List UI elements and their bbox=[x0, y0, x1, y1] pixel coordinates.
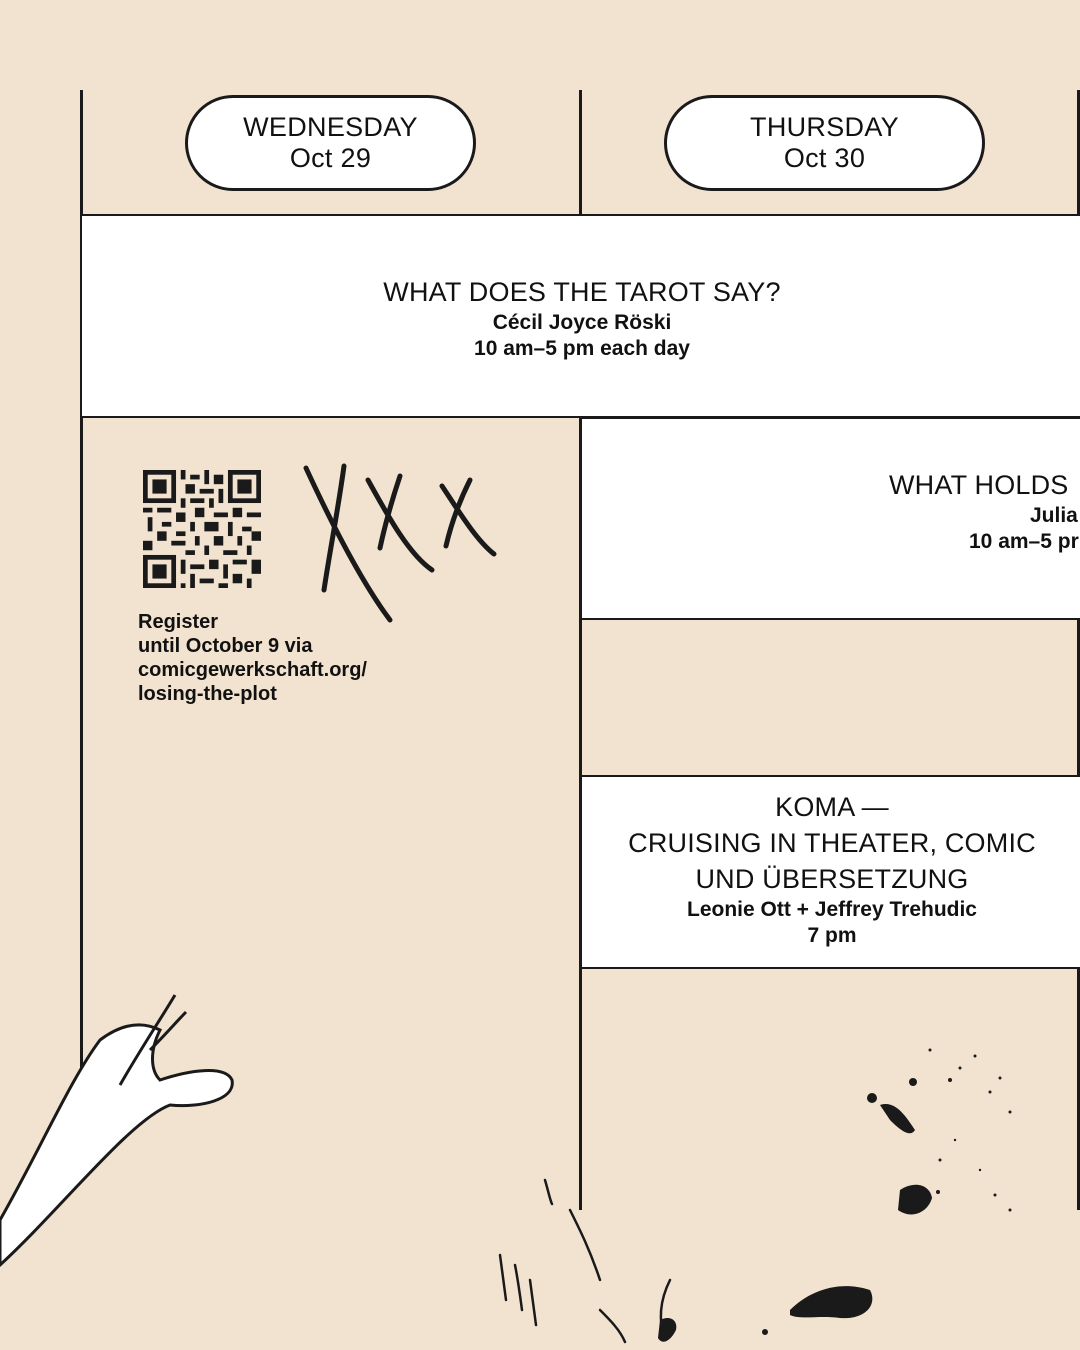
event-title: WHAT DOES THE TAROT SAY? bbox=[383, 277, 781, 307]
event-title-line1: KOMA — bbox=[775, 792, 889, 822]
day-name: WEDNESDAY bbox=[243, 112, 418, 142]
day-pill-wednesday bbox=[185, 95, 476, 191]
event-time: 10 am–5 pm each day bbox=[474, 337, 690, 360]
hand-drawing-icon bbox=[0, 990, 240, 1280]
event-title: WHAT HOLDS bbox=[889, 470, 1069, 500]
event-host: Leonie Ott + Jeffrey Trehudic bbox=[687, 898, 977, 921]
register-info bbox=[138, 610, 367, 706]
register-line: until October 9 via bbox=[138, 635, 313, 657]
event-title-line2: CRUISING IN THEATER, COMIC bbox=[628, 828, 1036, 858]
event-card-holds bbox=[580, 417, 1080, 620]
handwritten-xxx-icon bbox=[300, 460, 500, 625]
event-time: 10 am–5 pr bbox=[969, 530, 1079, 553]
event-time: 7 pm bbox=[807, 924, 857, 947]
day-name: THURSDAY bbox=[750, 112, 899, 142]
register-link[interactable]: losing-the-plot bbox=[138, 683, 277, 705]
event-host: Julia bbox=[1030, 504, 1078, 527]
day-date: Oct 30 bbox=[783, 143, 866, 173]
event-title-line3: UND ÜBERSETZUNG bbox=[695, 864, 969, 894]
event-card-tarot bbox=[80, 214, 1080, 418]
register-link[interactable]: comicgewerkschaft.org/ bbox=[138, 659, 367, 681]
sketch-scribbles-icon bbox=[470, 1170, 890, 1350]
event-card-koma bbox=[580, 775, 1080, 969]
register-line: Register bbox=[138, 611, 219, 633]
day-date: Oct 29 bbox=[289, 143, 372, 173]
day-pill-thursday bbox=[664, 95, 985, 191]
event-host: Cécil Joyce Röski bbox=[492, 311, 672, 334]
qr-code-icon[interactable] bbox=[142, 470, 262, 588]
